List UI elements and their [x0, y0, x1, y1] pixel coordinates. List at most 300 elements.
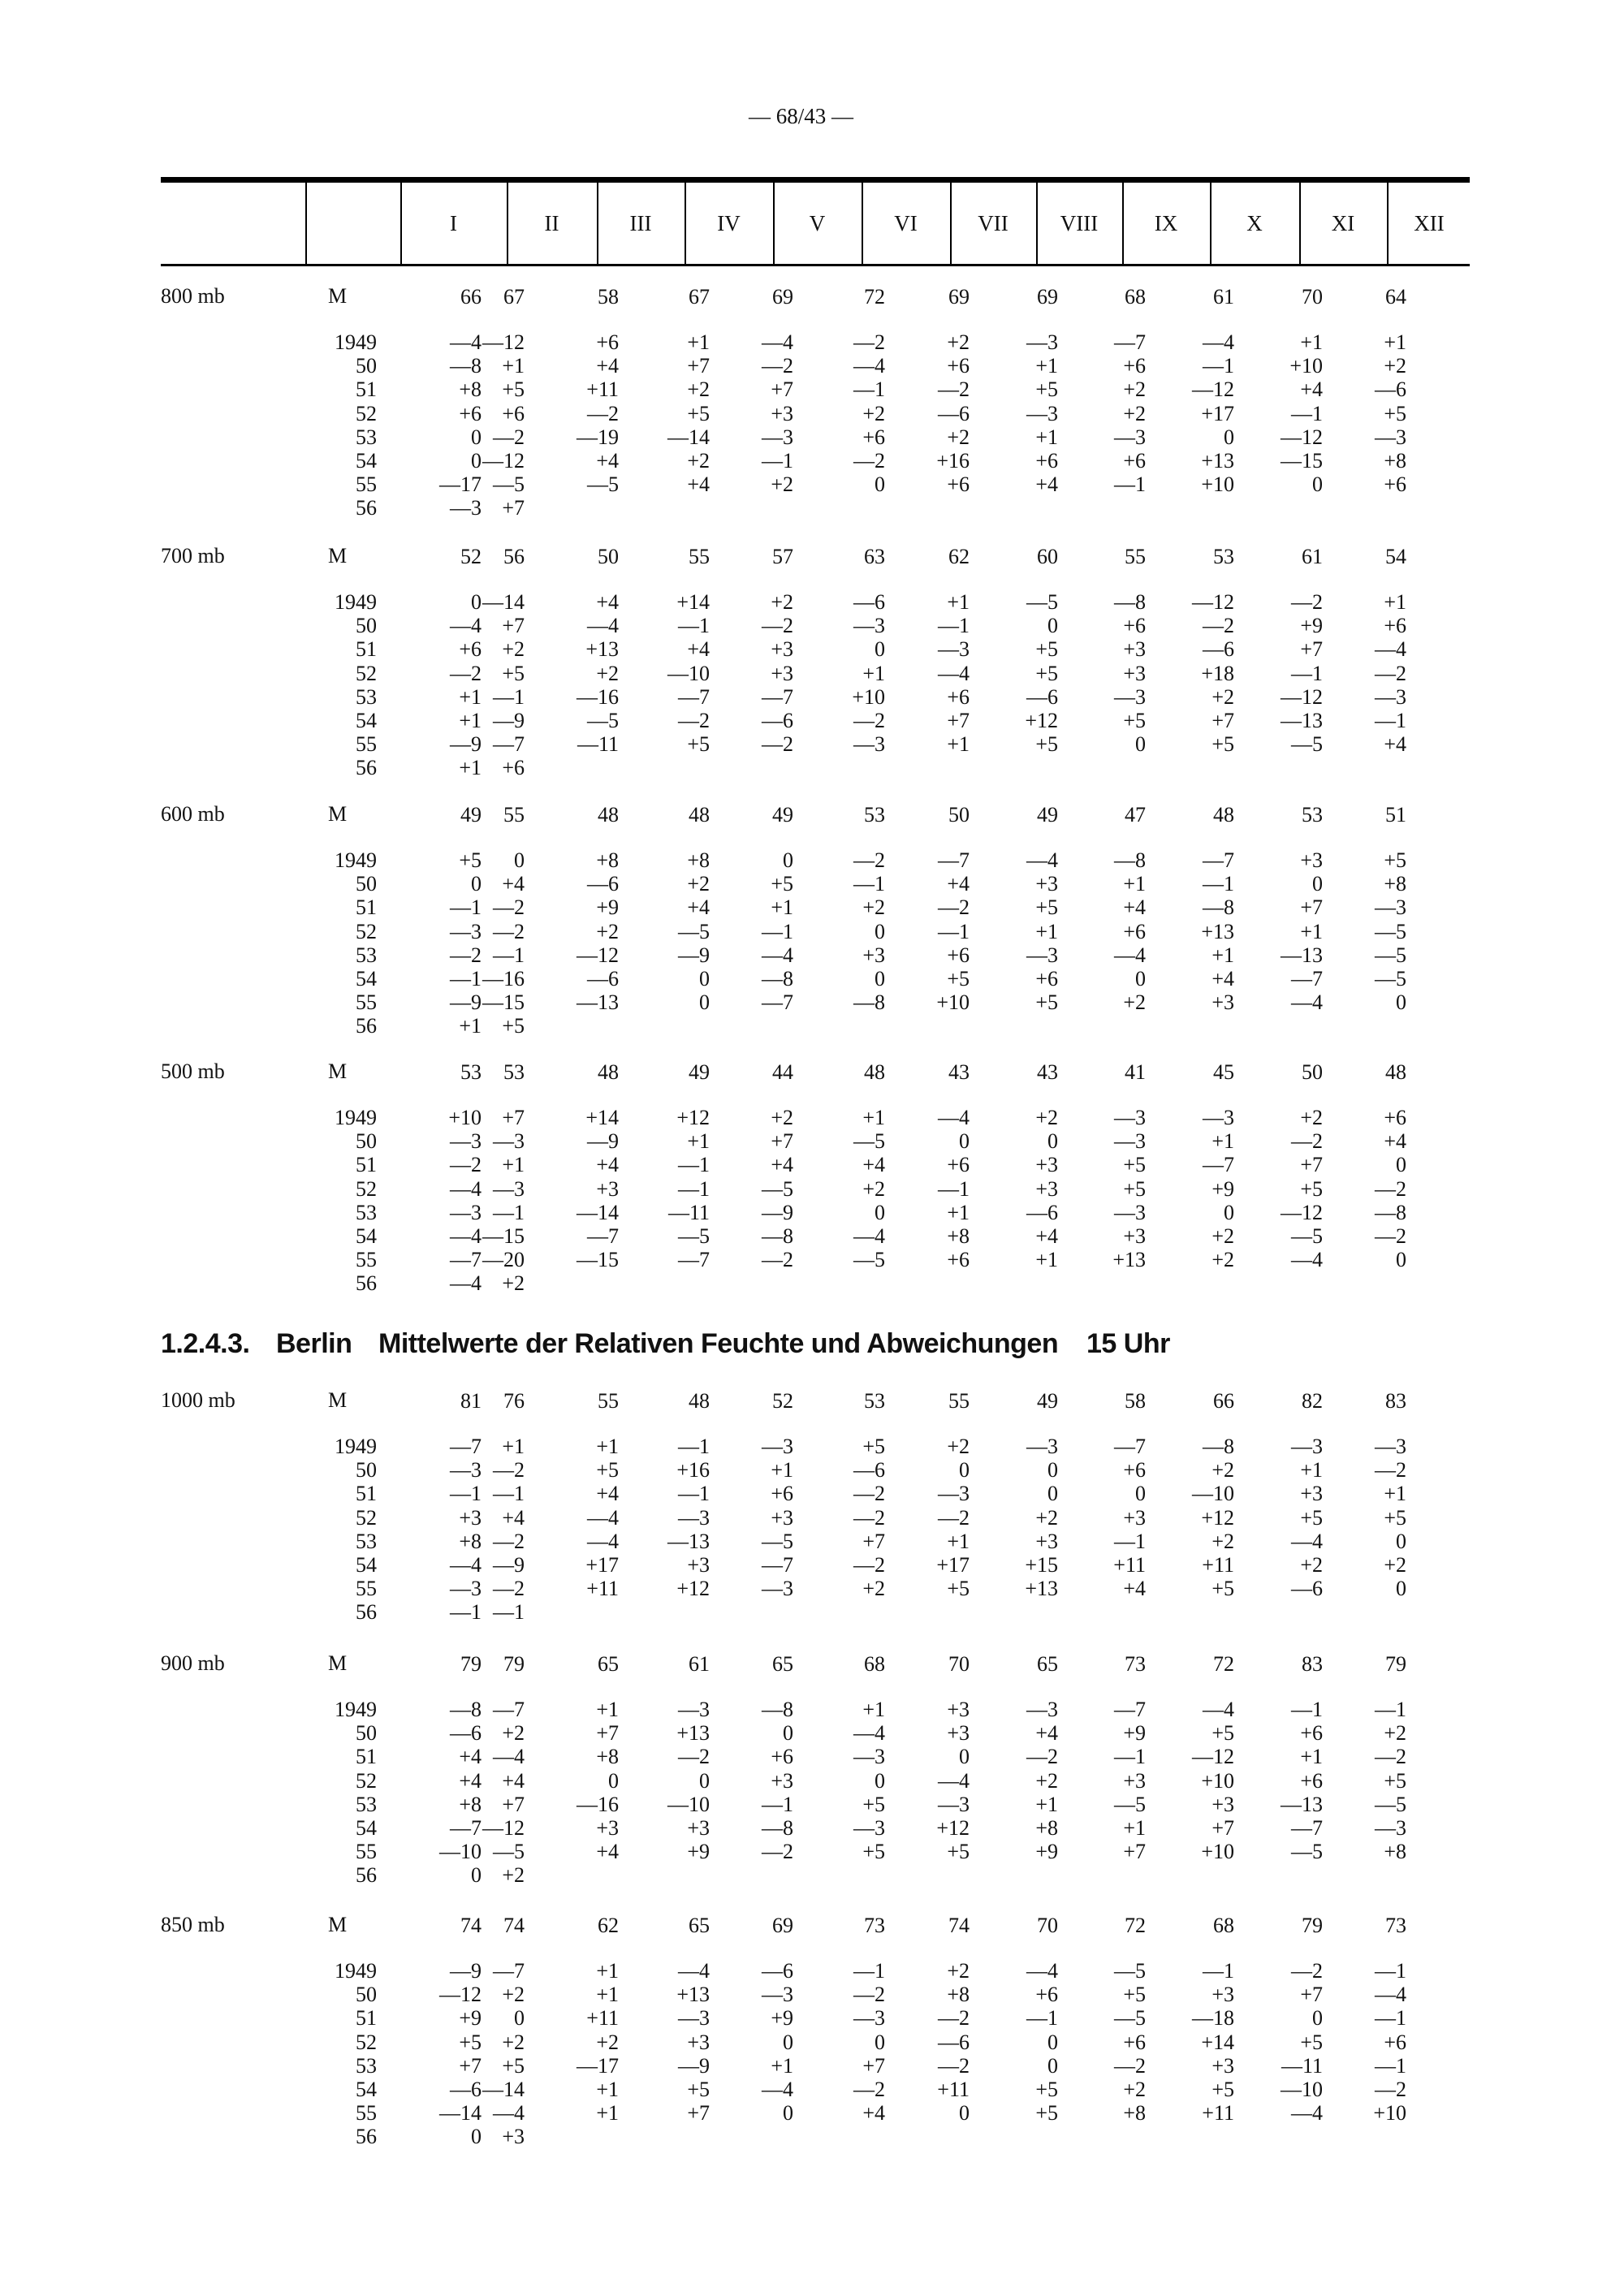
deviation-value: 0	[959, 1458, 970, 1482]
deviation-value: +10	[1289, 354, 1323, 378]
deviation-value: +4	[1300, 378, 1323, 402]
deviation-value: +6	[502, 756, 525, 780]
mean-value: 53	[864, 1389, 885, 1413]
deviation-value: +2	[687, 378, 710, 402]
deviation-value: —8	[762, 1816, 793, 1840]
deviation-value: +4	[687, 896, 710, 920]
year-label: 1949	[335, 1435, 377, 1458]
deviation-value: +6	[947, 943, 970, 967]
year-label: 54	[356, 1224, 377, 1248]
deviation-value: +4	[596, 449, 619, 473]
deviation-value: 0	[514, 848, 525, 872]
deviation-value: +2	[862, 1176, 885, 1201]
deviation-value: 0	[959, 1745, 970, 1769]
deviation-value: +1	[1212, 943, 1234, 967]
deviation-value: +14	[676, 590, 710, 614]
deviation-value: +2	[502, 2030, 525, 2054]
month-header: II	[544, 211, 559, 235]
deviation-value: —3	[762, 1577, 793, 1601]
deviation-value: +3	[1300, 1482, 1323, 1506]
deviation-value: +7	[502, 496, 525, 520]
deviation-value: +1	[459, 1014, 482, 1038]
deviation-value: —2	[450, 661, 482, 685]
deviation-value: —2	[853, 1482, 885, 1506]
mean-value: 61	[1213, 285, 1234, 309]
deviation-value: —6	[938, 401, 970, 425]
deviation-value: +7	[1212, 1816, 1234, 1840]
deviation-value: +13	[676, 1721, 710, 1746]
deviation-value: —2	[853, 1983, 885, 2007]
deviation-value: —5	[493, 1840, 525, 1864]
deviation-value: —2	[762, 732, 793, 757]
deviation-value: 0	[1047, 1482, 1058, 1506]
year-label: 54	[356, 2078, 377, 2101]
mean-value: 83	[1385, 1389, 1406, 1413]
mean-value: 51	[1385, 803, 1406, 826]
deviation-value: —2	[1026, 1745, 1058, 1769]
deviation-value: —5	[1114, 1959, 1146, 1983]
deviation-value: —4	[1291, 990, 1323, 1015]
deviation-value: +2	[1212, 1529, 1234, 1553]
deviation-value: +3	[502, 2125, 525, 2149]
year-label: 56	[356, 1600, 377, 1625]
deviation-value: +6	[1123, 919, 1146, 943]
deviation-value: —3	[678, 1698, 710, 1721]
deviation-value: +1	[1300, 1745, 1323, 1769]
deviation-value: +4	[596, 354, 619, 378]
year-label: 54	[356, 1816, 377, 1840]
deviation-value: +2	[1212, 684, 1234, 709]
deviation-value: +4	[459, 1745, 482, 1769]
year-label: 52	[356, 919, 377, 943]
mean-value: 49	[1037, 803, 1058, 826]
deviation-value: —3	[1375, 1816, 1406, 1840]
deviation-value: +16	[676, 1458, 710, 1482]
deviation-value: +8	[459, 1529, 482, 1553]
mean-label: M	[328, 544, 348, 568]
deviation-value: —3	[853, 614, 885, 638]
deviation-value: —1	[1203, 354, 1234, 378]
deviation-value: +5	[687, 732, 710, 757]
deviation-value: +5	[1123, 1176, 1146, 1201]
deviation-value: —5	[587, 709, 619, 732]
deviation-value: —1	[1375, 2053, 1406, 2078]
deviation-value: +2	[1300, 1553, 1323, 1577]
deviation-value: +4	[687, 637, 710, 662]
deviation-value: +5	[596, 1458, 619, 1482]
deviation-value: —4	[1291, 2101, 1323, 2126]
mean-value: 73	[864, 1914, 885, 1937]
deviation-value: —9	[493, 1553, 525, 1577]
deviation-value: —7	[450, 1248, 482, 1272]
deviation-value: —1	[1375, 1698, 1406, 1721]
deviation-value: +10	[1201, 1840, 1234, 1864]
deviation-value: 0	[1396, 1153, 1406, 1177]
deviation-value: +2	[1384, 354, 1406, 378]
deviation-value: —2	[853, 1505, 885, 1530]
deviation-value: —2	[493, 1529, 525, 1553]
deviation-value: —1	[678, 1176, 710, 1201]
deviation-value: —12	[1281, 684, 1323, 709]
deviation-value: +1	[1035, 354, 1058, 378]
year-label: 50	[356, 1129, 377, 1154]
deviation-value: +10	[1201, 1768, 1234, 1793]
deviation-value: +12	[676, 1577, 710, 1601]
deviation-value: —11	[667, 1200, 710, 1224]
deviation-value: 0	[875, 2030, 885, 2054]
deviation-value: 0	[1312, 2006, 1323, 2031]
deviation-value: +8	[1035, 1816, 1058, 1840]
deviation-value: +1	[459, 684, 482, 709]
deviation-value: —1	[1375, 2006, 1406, 2031]
mean-value: 50	[1302, 1060, 1323, 1084]
deviation-value: +5	[1035, 378, 1058, 402]
deviation-value: —4	[1114, 943, 1146, 967]
deviation-value: +1	[862, 1106, 885, 1129]
deviation-value: —3	[1114, 1200, 1146, 1224]
deviation-value: —7	[587, 1224, 619, 1248]
deviation-value: +1	[596, 1983, 619, 2007]
year-label: 1949	[335, 848, 377, 872]
deviation-value: —13	[1281, 709, 1323, 732]
deviation-value: —3	[1026, 943, 1058, 967]
deviation-value: +5	[459, 848, 482, 872]
month-header: IX	[1154, 211, 1178, 235]
deviation-value: —13	[1281, 1792, 1323, 1816]
deviation-value: —2	[762, 614, 793, 638]
deviation-value: —1	[1291, 661, 1323, 685]
year-label: 55	[356, 732, 377, 757]
mean-value: 50	[948, 803, 970, 826]
mean-value: 74	[948, 1914, 970, 1937]
month-header: III	[629, 211, 652, 235]
deviation-value: +11	[586, 2006, 619, 2031]
section-hour: 15 Uhr	[1086, 1328, 1170, 1359]
deviation-value: +2	[1035, 1106, 1058, 1129]
deviation-value: +7	[596, 1721, 619, 1746]
mean-value: 58	[1125, 1389, 1146, 1413]
year-label: 51	[356, 896, 377, 920]
deviation-value: +7	[862, 2053, 885, 2078]
deviation-value: —7	[762, 990, 793, 1015]
deviation-value: +10	[936, 990, 970, 1015]
deviation-value: —8	[762, 967, 793, 990]
deviation-value: +1	[771, 2053, 793, 2078]
deviation-value: —9	[678, 943, 710, 967]
deviation-value: —4	[587, 614, 619, 638]
mean-value: 81	[460, 1389, 482, 1413]
deviation-value: 0	[1396, 1577, 1406, 1601]
deviation-value: +6	[1123, 1458, 1146, 1482]
deviation-value: —4	[938, 661, 970, 685]
deviation-value: —3	[450, 1129, 482, 1154]
deviation-value: —1	[853, 378, 885, 402]
deviation-value: —1	[1375, 709, 1406, 732]
deviation-value: +1	[502, 1153, 525, 1177]
deviation-value: —1	[1203, 1959, 1234, 1983]
deviation-value: —6	[1026, 684, 1058, 709]
deviation-value: +1	[1300, 1458, 1323, 1482]
deviation-value: —6	[853, 590, 885, 614]
deviation-value: —2	[1375, 661, 1406, 685]
deviation-value: —3	[938, 637, 970, 662]
deviation-value: +9	[1123, 1721, 1146, 1746]
deviation-value: —3	[938, 1482, 970, 1506]
mean-value: 49	[1037, 1389, 1058, 1413]
mean-label: M	[328, 1651, 348, 1675]
deviation-value: +3	[1123, 661, 1146, 685]
deviation-value: —3	[1114, 1106, 1146, 1129]
deviation-value: —4	[587, 1505, 619, 1530]
deviation-value: —5	[587, 473, 619, 497]
deviation-value: +8	[947, 1224, 970, 1248]
deviation-value: +2	[502, 637, 525, 662]
mean-value: 62	[598, 1914, 619, 1937]
deviation-value: —3	[450, 1458, 482, 1482]
deviation-value: —3	[853, 732, 885, 757]
deviation-value: —5	[678, 1224, 710, 1248]
year-label: 56	[356, 756, 377, 780]
deviation-value: +8	[459, 378, 482, 402]
deviation-value: +6	[947, 1248, 970, 1272]
year-label: 54	[356, 1553, 377, 1577]
deviation-value: —10	[667, 661, 710, 685]
mean-value: 72	[1213, 1652, 1234, 1676]
deviation-value: —12	[439, 1983, 482, 2007]
deviation-value: +2	[1300, 1106, 1323, 1129]
deviation-value: +2	[1212, 1224, 1234, 1248]
deviation-value: +2	[947, 1435, 970, 1458]
mean-value: 73	[1125, 1652, 1146, 1676]
deviation-value: —8	[1114, 848, 1146, 872]
deviation-value: +3	[1035, 872, 1058, 896]
deviation-value: —3	[853, 1745, 885, 1769]
deviation-value: 0	[783, 1721, 793, 1746]
mean-value: 66	[460, 285, 482, 309]
deviation-value: —3	[493, 1176, 525, 1201]
year-label: 1949	[335, 1959, 377, 1983]
deviation-value: +9	[771, 2006, 793, 2031]
deviation-value: 0	[1396, 990, 1406, 1015]
mean-value: 55	[598, 1389, 619, 1413]
deviation-value: +8	[596, 1745, 619, 1769]
deviation-value: 0	[608, 1768, 619, 1793]
deviation-value: +5	[1212, 2078, 1234, 2101]
deviation-value: +11	[1202, 1553, 1234, 1577]
deviation-value: —2	[1375, 1224, 1406, 1248]
deviation-value: +8	[1384, 1840, 1406, 1864]
deviation-value: 0	[1396, 1248, 1406, 1272]
mean-value: 74	[460, 1914, 482, 1937]
deviation-value: +8	[687, 848, 710, 872]
mean-value: 79	[460, 1652, 482, 1676]
mean-value: 56	[503, 545, 525, 568]
deviation-value: —10	[1281, 2078, 1323, 2101]
mean-value: 48	[689, 1389, 710, 1413]
deviation-value: —1	[493, 943, 525, 967]
deviation-value: —3	[1375, 684, 1406, 709]
deviation-value: —2	[493, 1458, 525, 1482]
deviation-value: —4	[493, 2101, 525, 2126]
deviation-value: +4	[862, 2101, 885, 2126]
deviation-value: +5	[1384, 401, 1406, 425]
deviation-value: 0	[1312, 872, 1323, 896]
deviation-value: —7	[493, 732, 525, 757]
deviation-value: 0	[783, 2101, 793, 2126]
deviation-value: +3	[771, 1768, 793, 1793]
mean-value: 70	[948, 1652, 970, 1676]
year-label: 53	[356, 943, 377, 967]
deviation-value: +4	[1035, 473, 1058, 497]
month-header: V	[809, 211, 826, 235]
deviation-value: —15	[482, 990, 525, 1015]
year-label: 1949	[335, 1698, 377, 1721]
deviation-value: +7	[1300, 1983, 1323, 2007]
deviation-value: +8	[1123, 2101, 1146, 2126]
deviation-value: +1	[1035, 1792, 1058, 1816]
deviation-value: +6	[459, 401, 482, 425]
deviation-value: +13	[1112, 1248, 1146, 1272]
deviation-value: —2	[853, 1553, 885, 1577]
deviation-value: +5	[1300, 2030, 1323, 2054]
year-label: 55	[356, 990, 377, 1015]
deviation-value: +11	[937, 2078, 970, 2101]
year-label: 56	[356, 2125, 377, 2149]
deviation-value: —7	[450, 1816, 482, 1840]
deviation-value: +10	[1201, 473, 1234, 497]
deviation-value: —2	[493, 896, 525, 920]
deviation-value: +8	[947, 1983, 970, 2007]
deviation-value: +10	[448, 1106, 482, 1129]
deviation-value: —16	[577, 684, 619, 709]
deviation-value: —6	[762, 1959, 793, 1983]
deviation-value: +3	[947, 1698, 970, 1721]
deviation-value: —2	[853, 449, 885, 473]
deviation-value: 0	[1047, 1129, 1058, 1154]
deviation-value: —4	[1026, 1959, 1058, 1983]
deviation-value: —2	[938, 378, 970, 402]
deviation-value: —7	[762, 684, 793, 709]
deviation-value: —14	[439, 2101, 482, 2126]
deviation-value: +5	[1384, 1505, 1406, 1530]
deviation-value: +18	[1201, 661, 1234, 685]
pressure-level-label: 900 mb	[161, 1651, 225, 1675]
mean-value: 53	[503, 1060, 525, 1084]
deviation-value: —9	[493, 709, 525, 732]
deviation-value: —6	[1026, 1200, 1058, 1224]
mean-value: 60	[1037, 545, 1058, 568]
deviation-value: +2	[1123, 990, 1146, 1015]
deviation-value: +9	[687, 1840, 710, 1864]
deviation-value: +7	[502, 614, 525, 638]
deviation-value: +6	[502, 401, 525, 425]
deviation-value: +1	[1035, 425, 1058, 449]
deviation-value: +3	[1300, 848, 1323, 872]
deviation-value: +13	[1201, 449, 1234, 473]
month-header: VI	[894, 211, 918, 235]
deviation-value: —16	[482, 967, 525, 990]
deviation-value: +1	[947, 1529, 970, 1553]
deviation-value: +3	[947, 1721, 970, 1746]
deviation-value: +1	[862, 661, 885, 685]
year-label: 55	[356, 473, 377, 497]
mean-value: 53	[1302, 803, 1323, 826]
deviation-value: —1	[450, 1600, 482, 1625]
deviation-value: —4	[1375, 637, 1406, 662]
deviation-value: +1	[1300, 919, 1323, 943]
deviation-value: —6	[853, 1458, 885, 1482]
deviation-value: 0	[471, 425, 482, 449]
deviation-value: —1	[678, 1435, 710, 1458]
deviation-value: +4	[1384, 1129, 1406, 1154]
deviation-value: —1	[853, 1959, 885, 1983]
deviation-value: +3	[1035, 1176, 1058, 1201]
deviation-value: —1	[1375, 1959, 1406, 1983]
deviation-value: +5	[502, 661, 525, 685]
deviation-value: +7	[1212, 709, 1234, 732]
year-label: 51	[356, 1745, 377, 1769]
deviation-value: +3	[1123, 1768, 1146, 1793]
deviation-value: +1	[771, 896, 793, 920]
deviation-value: —12	[1192, 1745, 1234, 1769]
deviation-value: +1	[1212, 1129, 1234, 1154]
mean-label: M	[328, 1388, 348, 1412]
deviation-value: +5	[862, 1792, 885, 1816]
deviation-value: +15	[1025, 1553, 1058, 1577]
deviation-value: +10	[852, 684, 885, 709]
deviation-value: +1	[862, 1698, 885, 1721]
deviation-value: +5	[1035, 896, 1058, 920]
deviation-value: —1	[450, 967, 482, 990]
deviation-value: +11	[1202, 2101, 1234, 2126]
deviation-value: 0	[471, 449, 482, 473]
deviation-value: +7	[1123, 1840, 1146, 1864]
deviation-value: —7	[1114, 330, 1146, 354]
deviation-value: 0	[875, 967, 885, 990]
year-label: 54	[356, 967, 377, 990]
deviation-value: +2	[1384, 1553, 1406, 1577]
deviation-value: +5	[1035, 990, 1058, 1015]
pressure-level-label: 500 mb	[161, 1060, 225, 1083]
deviation-value: +7	[459, 2053, 482, 2078]
deviation-value: —5	[1291, 1840, 1323, 1864]
deviation-value: —7	[493, 1698, 525, 1721]
deviation-value: +8	[1384, 872, 1406, 896]
deviation-value: —6	[938, 2030, 970, 2054]
deviation-value: —18	[1192, 2006, 1234, 2031]
deviation-value: 0	[1047, 2053, 1058, 2078]
month-header: VIII	[1060, 211, 1099, 235]
deviation-value: +6	[771, 1482, 793, 1506]
deviation-value: +2	[1035, 1768, 1058, 1793]
mean-value: 76	[503, 1389, 525, 1413]
mean-value: 47	[1125, 803, 1146, 826]
deviation-value: +12	[1201, 1505, 1234, 1530]
deviation-value: —8	[450, 354, 482, 378]
deviation-value: —2	[938, 2006, 970, 2031]
deviation-value: +6	[596, 330, 619, 354]
deviation-value: +3	[1123, 637, 1146, 662]
deviation-value: +7	[502, 1106, 525, 1129]
mean-value: 65	[689, 1914, 710, 1937]
deviation-value: —5	[1375, 1792, 1406, 1816]
deviation-value: +5	[687, 2078, 710, 2101]
deviation-value: —9	[678, 2053, 710, 2078]
deviation-value: +13	[676, 1983, 710, 2007]
deviation-value: —6	[450, 1721, 482, 1746]
deviation-value: —1	[450, 1482, 482, 1506]
mean-value: 48	[598, 1060, 619, 1084]
